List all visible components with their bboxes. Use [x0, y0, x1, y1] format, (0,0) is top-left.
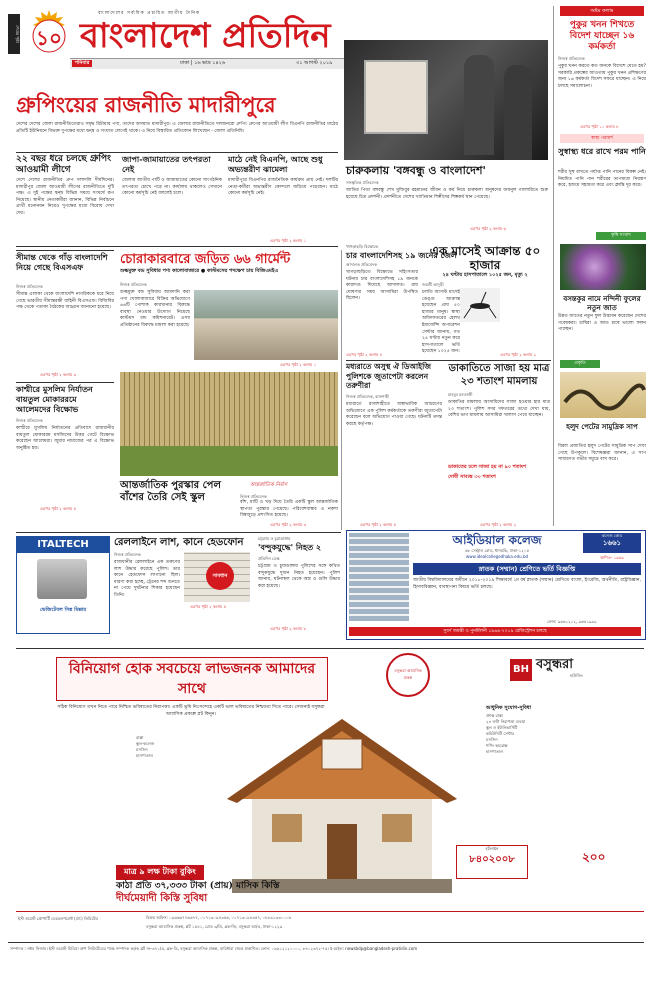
dakaiti-body: ডাকাতির মামলায় আসামিদের সাজা হওয়ার হার মাত্র ২৩ শতাংশ। পুলিশ সদর দফতরের তথ্যে দেখা যায়, বেশির ভাগ মামলায় আসামিরা খালাস পেয়ে যাচ্ছেন।: [448, 400, 550, 419]
bh-brand-sub: হাউজিং: [570, 673, 583, 678]
ad-feature-4: হাসপাতাল: [136, 753, 153, 758]
garments-photo: [194, 290, 338, 360]
snake-photo: [560, 372, 646, 418]
amenity-6: শপিং কমপ্লেক্স: [486, 743, 508, 748]
garments-body: শুল্কমুক্ত বন্ড সুবিধায় আমদানি করা পণ্য খোলাবাজারে বিক্রির অভিযোগে ৬৬টি পোশাক কারখানার বিরুদ্ধে ব্যবস্থা নেওয়ার উদ্যোগ নিয়েছে কাস্টমস বন্ড কমিশনারেট। এসব প্রতিষ্ঠানের বিরুদ্ধে মামলা করা হয়েছে।: [120, 290, 190, 328]
college-body: জাতীয় বিশ্ববিদ্যালয়ের অধীনে ২০১৮-২০১৯ শিক্ষাবর্ষে ১ম বর্ষ স্নাতক (সম্মান) শ্রেণিতে বাংলা, ইংরেজি, অর্থনীতি, রাষ্ট্রবিজ্ঞান, হিসাববিজ্ঞান, ব্যবস্থাপনা বিষয়ে ভর্তি চলছে।: [413, 578, 641, 590]
ad-feature-3: মসজিদ: [136, 747, 148, 752]
bashundhara-ad: [16, 648, 644, 939]
ad-contact-2: বসুন্ধরা আবাসিক প্রকল্প, প্লট ১৫৪১, রোড ৩/ডি, ব্লক-জি, বসুন্ধরা আ/এ, ঢাকা-১২২৯: [146, 924, 283, 929]
charukola-headline: চারুকলায় 'বঙ্গবন্ধু ও বাংলাদেশ': [346, 164, 486, 177]
dig-continued: এরপর পৃষ্ঠা ২ কলাম ৫: [360, 522, 397, 527]
mosquito-image: [460, 288, 500, 322]
ad-feature-1: রাস্তা: [136, 735, 144, 740]
booking-line: মাত্র ৯ লক্ষ টাকা বুকিং: [116, 865, 204, 880]
lead-sub3: মাঠে নেই বিএনপি, আছে শুধু অভ্যন্তরীণ ঝামেলা: [228, 154, 323, 174]
bamboo-headline: আন্তর্জাতিক পুরস্কার পেল বাঁশের তৈরি সেই স্কুল: [120, 480, 221, 503]
anniversary-number: ১০: [36, 26, 62, 50]
ad-company: ইস্ট ওয়েস্ট প্রোপার্টি ডেভেলপমেন্ট (প্রা:) লিমিটেড: [18, 916, 99, 921]
bamboo-logo-text: আন্তর্জাতিক নির্মাণ: [250, 482, 288, 488]
rail-byline: নিজস্ব প্রতিবেদক: [114, 552, 141, 557]
ostom-body: পুকুর খনন করতে কত জনকে বিদেশে যেতে হয়? সরকারি প্রকল্পের আওতায় পুকুর খনন প্রশিক্ষণের জন্য ১৬ কর্মকর্তা বিদেশ সফরে যাচ্ছেন। এ নিয়ে চলছে সমালোচনা।: [558, 64, 646, 89]
date-bar: [70, 58, 350, 69]
college-est: স্থাপিত- ১৯৬৯: [600, 555, 624, 560]
mosquito-icon: [460, 288, 500, 322]
hotline-box: [456, 845, 528, 879]
ad-contact-bar: [16, 911, 644, 938]
college-footer: সুবর্ণ জয়ন্তী ও পুনর্মিলনী ১৯৬৯-২০১৯ রেজিস্ট্রেশন চলছে: [349, 627, 641, 636]
ad-headline: বিনিয়োগ হোক সবচেয়ে লাভজনক আমাদের সাথে: [68, 661, 316, 697]
krishi-label: কৃষি সংবাদ: [596, 232, 646, 240]
bamboo-body: বাঁশ, মাটি ও খড় দিয়ে তৈরি একটি স্কুল আন্তর্জাতিক স্থাপত্য পুরস্কার পেয়েছে। পরিবেশবান্ধব এ নকশা বিশ্বজুড়ে প্রশংসিত হয়েছে।: [240, 500, 338, 519]
health-headline: সুস্বাস্থ্য ধরে রাখে পরম পানি: [558, 146, 646, 156]
dengue-continued: এরপর পৃষ্ঠা ২ কলাম ২: [500, 352, 537, 357]
rohingya-body: সীমান্ত এলাকা থেকে বাংলাদেশি নাগরিককে ধরে নিয়ে গেছে ভারতীয় সীমান্তরক্ষী বাহিনী বিএসএফ। বিজিবির পক্ষ থেকে পতাকা বৈঠকের আহ্বান জানানো হয়েছে।: [16, 292, 114, 311]
ctg-kicker: চট্টগ্রাম ও চুয়াডাঙ্গায়: [258, 536, 291, 541]
dakaiti-byline: মাহবুব মমতাজী: [448, 392, 473, 397]
flower-photo: [560, 244, 646, 290]
dig-headline: মধ্যরাতে অসুস্থ ঐ ডিআইজি পুলিশকে জুতাপেটা করলেন তরুণীরা: [346, 362, 431, 390]
masthead-title: বাংলাদেশ প্রতিদিন: [80, 16, 331, 56]
charukola-continued: এরপর পৃষ্ঠা ২ কলাম ৬: [470, 226, 507, 231]
ctg-continued: এরপর পৃষ্ঠা ২ কলাম ৮: [270, 626, 307, 631]
tagline: বাংলাদেশের সর্বাধিক প্রচারিত জাতীয় দৈনিক: [98, 11, 201, 16]
rail-photo: [184, 552, 250, 602]
imprint: সম্পাদক : নঈম নিজাম। ইস্ট ওয়েস্ট মিডিয়া গ্রুপ লিমিটেডের পক্ষে সম্পাদক কর্তৃক প্লট নং-৩৭১/এ, ব্লক-ডি, বসুন্ধরা আবাসিক প্রকল্প, বারিধারা থেকে প্রকাশিত। ফোন: ০৯৬১২১২০০০০, ৮৪০২৩৭২-৭৫। ই-মেইল: newsbdp@bangladesh-pratidin.com: [10, 946, 418, 951]
lead-intro: দেশের দেশের জেলা রাজনীতিতেরাও সমৃদ্ধ রিটায়ার পণ্য, তাদের অসমাত মাদারীপুর। এ জেলার রাজনীতিতে দলজনরো গ্রুপিং গ্রুপের আওয়ামী লীগ বিএনপি রাজনীতির মাঠের প্রতিটি ইউনিয়নে বিভক্ত দুপক্ষের মধ্যে দ্বন্দ্ব ও সংঘাত লেগেই থাকে। এ নিয়ে বিস্তারিত প্রতিবেদন লিখেছেন - জেলা প্রতিনিধি।: [16, 122, 338, 134]
bamboo-byline: নিজস্ব প্রতিবেদক: [240, 494, 267, 499]
dengue-headline: এক মাসেই আক্রান্ত ৫০ হাজার: [429, 244, 541, 272]
health-body: শরীর সুস্থ রাখতে পর্যাপ্ত পানি পানের বিকল্প নেই। নিয়মিত পানি পান শরীরের তাপমাত্রা নিয়ন্ত্রণ করে, হজমে সহায়তা করে এবং ক্লান্তি দূর করে।: [558, 170, 646, 189]
hotline-number: ৮৪০২০০৮: [469, 854, 515, 865]
college-building-photo: [349, 533, 409, 621]
health-label: স্বাস্থ্য পরামর্শ: [560, 134, 644, 143]
rail-continued: এরপর পৃষ্ঠা ২ কলাম ৫: [190, 604, 227, 609]
ostom-column-label: অষ্টম কলাম: [560, 6, 644, 16]
lead-body3: মাদারীপুরে বিএনপির রাজনৈতিক কার্যক্রম প্রায় নেই। দলটির নেতা-কর্মীরা অভ্যন্তরীণ কোন্দলে জড়িয়ে পড়েছেন। মাঠে কোনো কর্মসূচি নেই।: [228, 178, 338, 197]
prokriti-label: প্রকৃতি: [560, 360, 600, 368]
jail-headline: চার বাংলাদেশিসহ ১৯ জনের জেল: [346, 250, 457, 260]
amenity-1: প্রশস্ত রাস্তা: [486, 713, 503, 718]
jail-kicker: খাগড়াছড়ি বিক্ষোভে: [346, 244, 379, 249]
rail-body: রাজধানীর রেললাইনে এক তরুণের লাশ উদ্ধার করেছে পুলিশ। তার কানে হেডফোন লাগানো ছিল। ধারণা করা হচ্ছে, ট্রেনের শব্দ শুনতে না পেয়ে দুর্ঘটনার শিকার হয়েছেন তিনি।: [114, 560, 180, 598]
anniversary-logo: [24, 8, 74, 56]
ostom-headline: পুকুর খনন শিখতে বিদেশ যাচ্ছেন ১৬ কর্মকর্তা: [569, 20, 635, 52]
lead-sub2: জাপা-জামায়াতের তৎপরতা নেই: [122, 154, 211, 174]
jail-byline: আদালত প্রতিবেদক: [346, 262, 378, 267]
prokriti-headline: হলুদ পেটের সামুদ্রিক সাপ: [566, 422, 638, 431]
italtech-ad: [16, 536, 110, 634]
bh-logo: [510, 657, 640, 683]
dengue-body: চলতি আগস্ট মাসেই ডেঙ্গু আক্রান্ত হয়েছেন প্রায় ৫০ হাজার মানুষ। স্বাস্থ্য অধিদফতরের হেলথ ইমার্জেন্সি অপারেশন সেন্টার জানায়, গত ২৪ ঘণ্টায় নতুন করে হাসপাতালে ভর্তি হয়েছেন ১০২৫ জন।: [422, 290, 460, 355]
amenity-7: হাসপাতাল: [486, 749, 503, 754]
faucet-image: [37, 559, 87, 599]
ad-contact-1: বিক্রয় অফিস: ০৯৬৬৬৭৭৬৬৭৭, ০১৭১৩০৯৪৩৫৬, ০১৭১৩০৯৪৩৫৭, ০৮৮৯১৩৩০০০৬: [146, 915, 292, 920]
ostom-byline: নিজস্ব প্রতিবেদক: [558, 56, 585, 61]
left-tab: শেষের পৃষ্ঠা: [8, 14, 20, 54]
jail-continued: এরপর পৃষ্ঠা ২ কলাম ৪: [346, 352, 383, 357]
amenity-5: মসজিদ: [486, 737, 498, 742]
years-badge: ২০০: [582, 850, 606, 864]
college-code: ১৬৬১: [602, 539, 622, 547]
college-code-label: কলেজ কোড: [601, 533, 623, 538]
dakaiti-bullet-2: দোষী সাব্যস্ত ৩০ শতাংশ: [448, 474, 496, 480]
kashmir-continued: এরপর পৃষ্ঠা ২ কলাম ৫: [40, 506, 77, 511]
dengue-byline: জয়শ্রী ভাদুড়ী: [422, 282, 444, 287]
dig-byline: নিজস্ব প্রতিবেদক, রাজশাহী: [346, 394, 389, 399]
rohingya-continued: এরপর পৃষ্ঠা ২ কলাম ৩: [40, 372, 77, 377]
garments-continued: এরপর পৃষ্ঠা ২ কলাম ১: [280, 362, 317, 367]
lead-body1: দেশে দেশের রাজনীতির গ্রুপ দলাদলি দীর্ঘদিনের। মাদারীপুর জেলা আওয়ামী লীগের রাজনীতিতে দুটি পক্ষ। এ দুই পক্ষের দ্বন্দ্ব বিভিন্ন সময়ে সংঘর্ষে রূপ নিয়েছে। স্থানীয় নেতাকর্মীরা জানান, বিভিন্ন নির্বাচনে প্রার্থী মনোনয়ন নিয়েও দুপক্ষের মধ্যে বিরোধ দেখা দেয়।: [16, 178, 114, 216]
ad-body: সঠিক বিনিয়োগ তখন নিতে পারে নিশ্চিত ভবিষ্যতের নিরাপত্তা। একটি ভূমি নিঃসন্দেহে একটি ভাল ভবিষ্যতের নিশ্চয়তা দিতে পারে। সেজন্যই বসুন্ধরা আবাসিক প্রকল্পে প্লট কিনুন।: [57, 705, 325, 717]
amenity-2: ২৪ ঘণ্টা নিরাপত্তা ব্যবস্থা: [486, 719, 526, 724]
bh-logo-icon: BH: [510, 659, 532, 681]
ad-headline-box: [56, 657, 328, 701]
krishi-headline: বসন্তকুর নামে নন্দিনী ফুলের নতুন জাত: [563, 294, 641, 312]
booking-box: [116, 859, 336, 909]
jail-body: খাগড়াছড়িতে বিক্ষোভে সহিংসতার ঘটনায় চার বাংলাদেশিসহ ১৯ জনকে কারাদণ্ড দিয়েছে আদালত। রায় ঘোষণার সময় আসামিরা উপস্থিত ছিলেন।: [346, 270, 418, 302]
dengue-deck: ২৪ ঘণ্টায় হাসপাতালে ১০২৫ জন, মৃত্যু ২: [442, 272, 528, 278]
day-label: শনিবার: [72, 60, 92, 67]
amenities-title: আধুনিক সুযোগ-সুবিধা: [486, 705, 532, 711]
amenity-4: কমিউনিটি সেন্টার: [486, 731, 515, 736]
charukola-byline: সাংস্কৃতিক প্রতিবেদক: [346, 180, 379, 185]
rail-headline: রেললাইনে লাশ, কানে হেডফোন: [114, 537, 244, 548]
dakaiti-headline: ডাকাতিতে সাজা হয় মাত্র ২৩ শতাংশ মামলায়: [448, 363, 550, 387]
installment-line: কাঠা প্রতি ৩৭,৩৩৩ টাকা (প্রায়) মাসিক কিস্তি: [116, 881, 280, 891]
ad-feature-2: স্কুল-কলেজ: [136, 741, 155, 746]
bamboo-school-photo: [120, 372, 338, 476]
dakaiti-bullet-1: ডাকাতের ঢলে সাজা হয় না ৯০ শতাংশ: [448, 464, 527, 470]
lead-continued: এরপর পৃষ্ঠা ২ কলাম ১: [270, 238, 307, 243]
kashmir-body: কাশ্মীরে মুসলিম নির্যাতনের প্রতিবাদে রাজধানীর বায়তুল মোকাররম মসজিদের উত্তর গেটে বিক্ষোভ করেছেন আলেমরা। জুমার নামাজের পর এ বিক্ষোভ অনুষ্ঠিত হয়।: [16, 426, 114, 451]
garments-deck: শুল্কমুক্ত বন্ড সুবিধার পণ্য কালোবাজারে ● কাস্টমসের পদক্ষেপ চায় বিজিএমইএ: [120, 268, 279, 274]
lead-body2: জেলায় জাতীয় পার্টি ও জামায়াতের কোনো সাংগঠনিক তৎপরতা চোখে পড়ে না। কার্যালয় থাকলেও সেখানে কোনো কর্মসূচি নেই বললেই চলে।: [122, 178, 222, 197]
amenity-3: স্কুল ও ইউনিভার্সিটি: [486, 725, 518, 730]
charukola-photo: [344, 40, 548, 160]
ideal-college-ad: [346, 530, 646, 640]
krishi-body: উন্নত জাতের নতুন ফুল উদ্ভাবন করেছেন দেশের গবেষকরা। চাষিরা এ জাত চাষে ভালো ফলন পাচ্ছেন।: [558, 314, 646, 333]
snake-icon: [560, 372, 646, 418]
college-banner: স্নাতক (সম্মান) শ্রেণিতে ভর্তি বিজ্ঞপ্তি: [413, 563, 641, 575]
college-phone: ফোন: ৯৬৬১২১২, ৯৬৬১৯৯৯: [547, 619, 597, 624]
dig-body: মধ্যরাতে রাজশাহীতে অস্বাভাবিক আচরণের অভিযোগে এক পুলিশ কর্মকর্তাকে তরুণীরা জুতাপেটা করেছেন বলে অভিযোগ পাওয়া গেছে। ঘটনাটি তদন্ত করছে কর্তৃপক্ষ।: [346, 402, 442, 427]
ctg-byline: প্রতিদিন ডেস্ক: [258, 556, 280, 561]
bamboo-continued: এরপর পৃষ্ঠা ২ কলাম ৩: [270, 522, 307, 527]
bh-brand: বসুন্ধরা: [536, 657, 574, 672]
long-term-line: দীর্ঘমেয়াদী কিস্তি সুবিধা: [116, 893, 208, 904]
garments-headline-box: [120, 252, 338, 278]
lead-headline: গ্রুপিংয়ের রাজনীতি মাদারীপুরে: [16, 92, 276, 117]
dakaiti-continued: এরপর পৃষ্ঠা ২ কলাম ২: [480, 522, 517, 527]
date-english: ৩১ আগস্ট ২০১৯: [296, 60, 333, 66]
caution-badge: সাবধান: [206, 562, 234, 590]
date-bengali: ঢাকা | ১৬ ভাদ্র ১৪২৬: [180, 60, 226, 66]
college-code-box: [583, 533, 641, 553]
ostom-continued: এরপর পৃষ্ঠা ১০ কলাম ৮: [580, 124, 619, 129]
college-web: www.idealcollegedhaka.edu.bd: [465, 554, 529, 559]
charukola-body: জাতির পিতা বঙ্গবন্ধু শেখ মুজিবুর রহমানের জীবন ও কর্ম নিয়ে চারুকলা অনুষদের জয়নুল গ্যালারিতে শুরু হয়েছে চিত্র প্রদর্শনী। প্রদর্শনীতে দেশের খ্যাতিমান শিল্পীদের শিল্পকর্ম স্থান পেয়েছে।: [346, 188, 548, 200]
ctg-body: চট্টগ্রাম ও চুয়াডাঙ্গায় পুলিশের সঙ্গে কথিত বন্দুকযুদ্ধে দুজন নিহত হয়েছেন। পুলিশ জানায়, ঘটনাস্থল থেকে অস্ত্র ও গুলি উদ্ধার করা হয়েছে।: [258, 564, 340, 589]
college-title: আইডিয়াল কলেজ: [452, 533, 542, 547]
garments-byline: নিজস্ব প্রতিবেদক: [120, 282, 147, 287]
italtech-line: ভেজিটেবল সিঙ্ক মিক্সার: [39, 607, 87, 613]
kashmir-byline: নিজস্ব প্রতিবেদক: [16, 418, 43, 423]
garments-headline: চোরাকারবারে জড়িত ৬৬ গার্মেন্ট: [120, 252, 291, 267]
kashmir-headline: কাশ্মীরে মুসলিম নির্যাতন বায়তুল মোকাররমে আলেমদের বিক্ষোভ: [16, 384, 93, 414]
lead-sub1: ২২ বছর ধরে চলছে গ্রুপিং আওয়ামী লীগে: [16, 154, 111, 175]
hotline-label: হটলাইন: [485, 846, 499, 851]
amenities-list: [486, 713, 636, 755]
rohingya-byline: নিজস্ব প্রতিবেদক: [16, 284, 43, 289]
ctg-headline: 'বন্দুকযুদ্ধে' নিহত ২: [258, 542, 322, 552]
ad-stamp: বসুন্ধরা আবাসিক প্রকল্প: [386, 653, 430, 697]
prokriti-body: বিরল প্রজাতির হলুদ পেটের সামুদ্রিক সাপ দেখা গেছে উপকূলে। বিশেষজ্ঞরা জানান, এ সাপ সাধারণত গভীর সমুদ্রে বাস করে।: [558, 444, 646, 463]
italtech-brand: ITALTECH: [17, 537, 109, 553]
college-address: ৬৮ সেন্ট্রাল রোড, ধানমন্ডি, ঢাকা-১২০৫: [464, 548, 530, 553]
rohingya-headline: সীমান্ত থেকে গাঁড় বাংলাদেশি নিয়ে গেছে বিএসএফ: [16, 252, 108, 272]
